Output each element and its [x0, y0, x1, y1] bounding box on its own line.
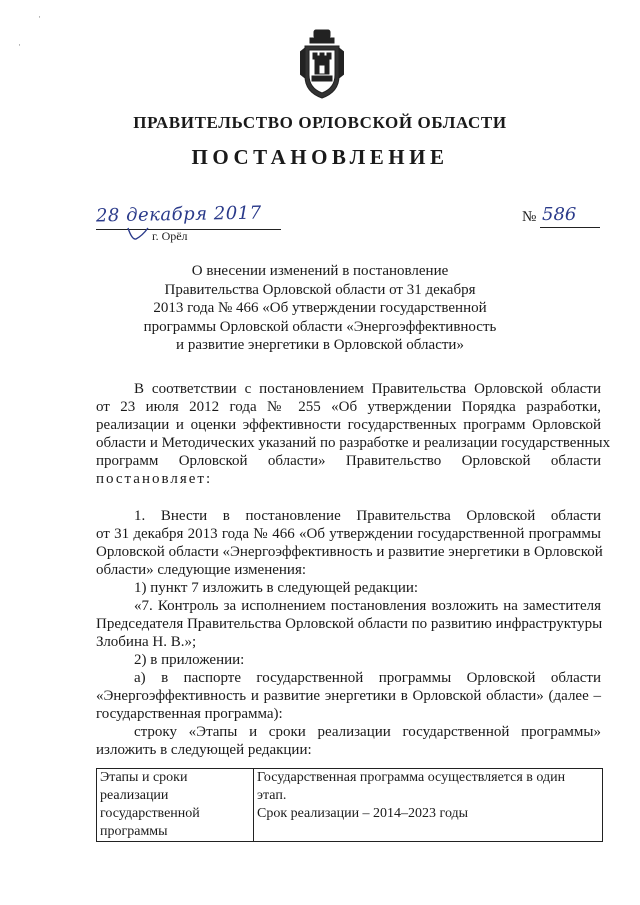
text-line: Орловской области «Энергоэффективность и развитие энергетики в Орловской	[96, 544, 603, 560]
table-value-cell	[254, 769, 603, 842]
coat-of-arms-icon	[300, 28, 344, 100]
cell-line: программы	[100, 824, 168, 839]
text-line: 2) в приложении:	[134, 652, 245, 668]
text-line: программ Орловской области» Правительство Орловской области	[96, 453, 601, 469]
number-handwritten: 586	[542, 204, 577, 225]
cell-line: государственной	[100, 806, 200, 821]
text-line: от 31 декабря 2013 года № 466 «Об утверждении государственной программы	[96, 526, 601, 542]
text-line: постановляет:	[96, 471, 213, 487]
text-line: от 23 июля 2012 года № 255 «Об утверждении Порядка разработки,	[96, 399, 601, 415]
date-underline	[96, 229, 281, 230]
scan-dot: ·	[18, 40, 21, 50]
cell-line: Срок реализации – 2014–2023 годы	[257, 806, 469, 821]
city-label: г. Орёл	[152, 229, 188, 243]
handwritten-tick-icon	[126, 226, 150, 242]
subject-line: О внесении изменений в постановление	[191, 263, 449, 279]
text-line: государственная программа):	[96, 706, 283, 722]
text-line: реализации и оценки эффективности государственных программ Орловской	[96, 417, 601, 433]
document-type-title: ПОСТАНОВЛЕНИЕ	[191, 145, 449, 169]
program-stages-table	[96, 768, 603, 842]
subject-line: и развитие энергетики в Орловской области»	[176, 337, 464, 353]
subject-line: Правительства Орловской области от 31 декабря	[164, 281, 476, 298]
text-line: «7. Контроль за исполнением постановления возложить на заместителя	[134, 598, 601, 614]
text-line: «Энергоэффективность и развитие энергетики в Орловской области» (далее –	[96, 688, 601, 704]
text-line: а) в паспорте государственной программы Орловской области	[134, 670, 601, 686]
organization-title: ПРАВИТЕЛЬСТВО ОРЛОВСКОЙ ОБЛАСТИ	[133, 113, 507, 132]
cell-line: этап.	[257, 788, 287, 803]
number-underline	[540, 227, 600, 228]
subject-heading	[140, 262, 500, 355]
text-line: Злобина Н. В.»;	[96, 634, 197, 650]
scan-dot: ·	[38, 12, 41, 22]
text-line: строку «Этапы и сроки реализации государственной программы»	[134, 724, 601, 740]
text-line: Председателя Правительства Орловской области по развитию инфраструктуры	[96, 616, 603, 632]
cell-line: реализации	[100, 788, 169, 803]
cell-line: Государственная программа осуществляется в один	[257, 770, 566, 785]
text-line: 1) пункт 7 изложить в следующей редакции:	[134, 580, 419, 596]
text-line: области» следующие изменения:	[96, 562, 307, 578]
text-line: 1. Внести в постановление Правительства Орловской области	[134, 508, 601, 524]
table-label-cell	[97, 769, 254, 842]
date-handwritten: 28 декабря 2017	[95, 202, 262, 227]
table-row	[97, 769, 603, 842]
subject-line: 2013 года № 466 «Об утверждении государственной	[153, 300, 487, 316]
subject-line: программы Орловской области «Энергоэффективность	[143, 318, 497, 335]
text-line: В соответствии с постановлением Правительства Орловской области	[134, 381, 601, 397]
cell-line: Этапы и сроки	[100, 770, 188, 785]
preamble-paragraph	[96, 380, 611, 488]
text-line: изложить в следующей редакции:	[96, 742, 312, 758]
number-label: №	[522, 209, 537, 225]
text-line: области и Методических указаний по разработке и реализации государственных	[96, 435, 611, 451]
item-1-paragraph	[96, 507, 601, 759]
